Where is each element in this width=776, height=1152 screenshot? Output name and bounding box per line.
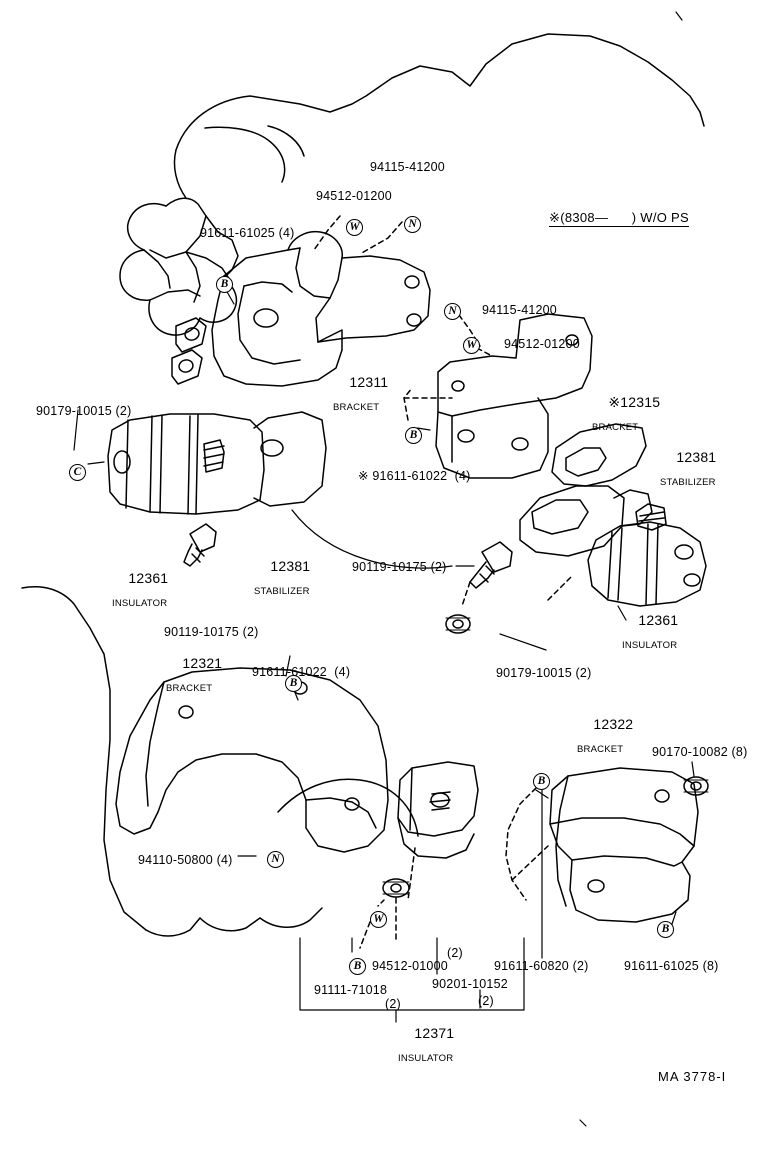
part-sublabel: INSULATOR [622, 640, 678, 651]
part-label-91611-60820-2: 91611-60820 (2) [494, 959, 589, 973]
marker-b-icon: B [657, 921, 674, 938]
part-label-94110-50800-4: 94110-50800 (4) [138, 853, 233, 867]
part-sublabel: STABILIZER [254, 586, 310, 597]
part-label-94115-41200-top: 94115-41200 [370, 160, 445, 174]
marker-b-icon: B [216, 276, 233, 293]
part-label-12322-bracket: 12322 BRACKET [577, 716, 634, 755]
part-sublabel: STABILIZER [660, 477, 716, 488]
part-label-94115-41200-mid: 94115-41200 [482, 303, 557, 317]
marker-w-icon: W [346, 219, 363, 236]
marker-b-icon: B [349, 958, 366, 975]
part-label-12311-bracket: 12311 BRACKET [333, 374, 389, 413]
part-label-90170-10082-8: 90170-10082 (8) [652, 745, 748, 759]
part-qty-label-94512-01000: (2) [447, 946, 463, 960]
part-label-12315-bracket: ※12315 BRACKET [592, 394, 661, 433]
part-label-12361-insulator-left: 12361 INSULATOR [112, 570, 169, 609]
part-label-91111-71018: 91111-71018 [314, 983, 388, 997]
part-label-91611-61022-4-upper: ※ 91611-61022 (4) [358, 469, 471, 483]
marker-b-icon: B [405, 427, 422, 444]
marker-c-icon: C [69, 464, 86, 481]
marker-w-icon: W [463, 337, 480, 354]
marker-b-icon: B [533, 773, 550, 790]
marker-n-icon: N [404, 216, 421, 233]
part-sublabel: BRACKET [333, 402, 380, 413]
part-label-12321-bracket: 12321 BRACKET [166, 655, 223, 694]
marker-b-icon: B [285, 675, 302, 692]
part-qty-label-90201-10152: (2) [478, 994, 494, 1008]
diagram-footer-code: MA 3778-I [658, 1069, 727, 1084]
part-sublabel: BRACKET [166, 683, 213, 694]
part-label-90179-10015-left: 90179-10015 (2) [36, 404, 132, 418]
part-label-91611-61025-4: 91611-61025 (4) [200, 226, 295, 240]
marker-n-icon: N [267, 851, 284, 868]
part-label-91611-61025-8: 91611-61025 (8) [624, 959, 719, 973]
part-label-12371-insulator: 12371 INSULATOR [398, 1025, 455, 1064]
part-label-12381-stabilizer-left: 12381 STABILIZER [254, 558, 311, 597]
marker-w-icon: W [370, 911, 387, 928]
part-sublabel: INSULATOR [112, 598, 168, 609]
part-sublabel: BRACKET [577, 744, 624, 755]
part-label-90119-10175-mid: 90119-10175 (2) [352, 560, 447, 574]
part-label-90179-10015-mid: 90179-10015 (2) [496, 666, 592, 680]
part-sublabel: BRACKET [592, 422, 639, 433]
part-label-94512-01200-top: 94512-01200 [316, 189, 392, 203]
part-qty-label-91111-71018: (2) [385, 997, 401, 1011]
part-label-94512-01000: 94512-01000 [372, 959, 448, 973]
part-label-90119-10175-low: 90119-10175 (2) [164, 625, 259, 639]
part-label-12381-stabilizer-right: 12381 STABILIZER [660, 449, 717, 488]
part-label-91611-61022-4-lower: 91611-61022 (4) [252, 665, 351, 679]
part-label-90201-10152: 90201-10152 [432, 977, 508, 991]
part-label-12361-insulator-right: 12361 INSULATOR [622, 612, 679, 651]
part-sublabel: INSULATOR [398, 1053, 454, 1064]
part-label-94512-01200-mid: 94512-01200 [504, 337, 580, 351]
diagram-note-without-ps: ※(8308— ) W/O PS [549, 210, 690, 225]
marker-n-icon: N [444, 303, 461, 320]
